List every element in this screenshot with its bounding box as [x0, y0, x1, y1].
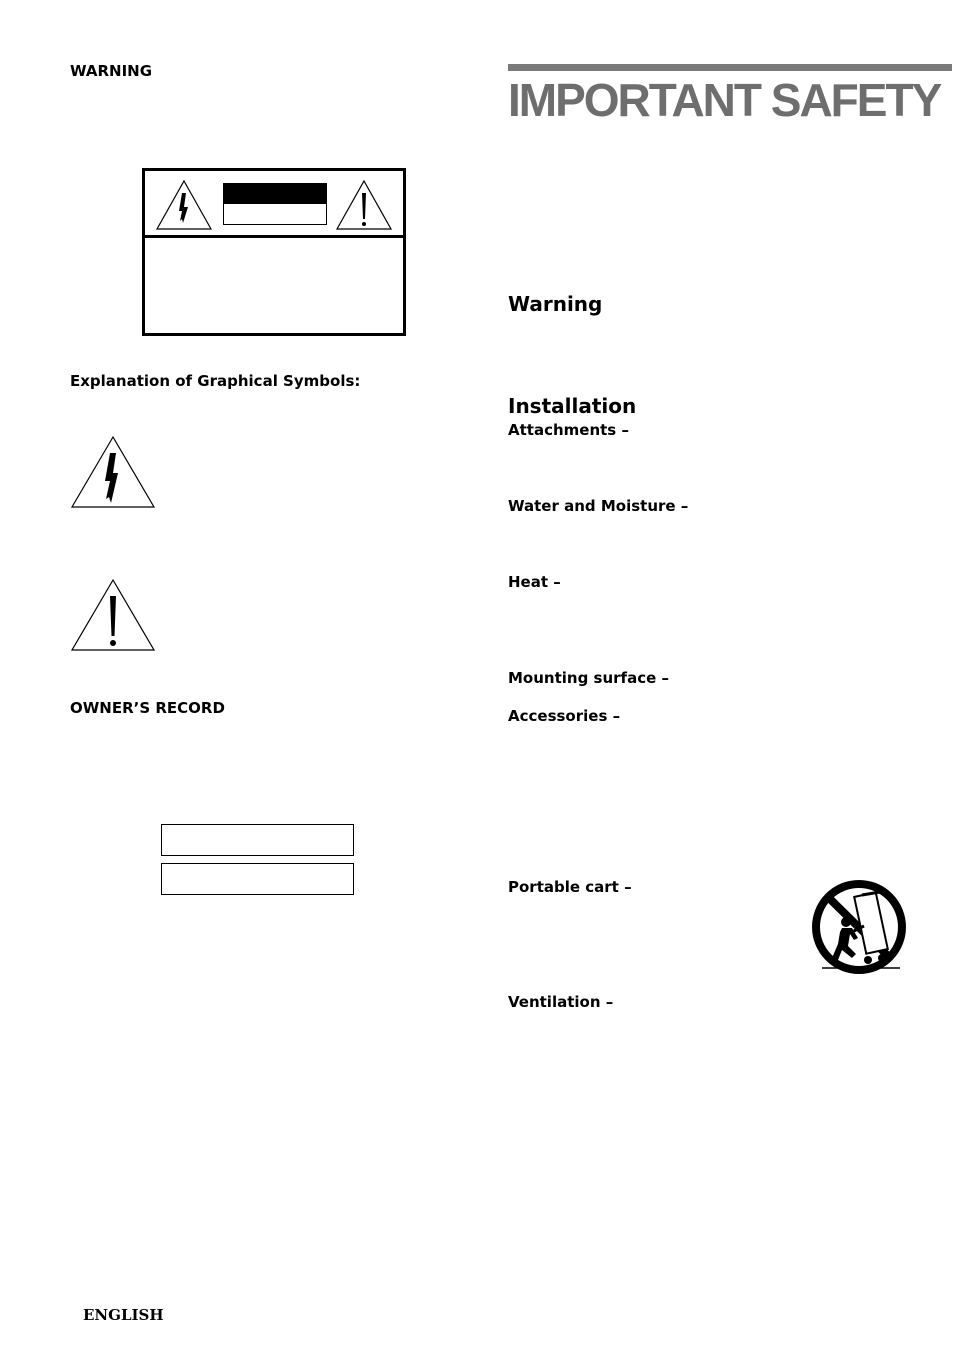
warning-section-heading: Warning — [508, 292, 603, 316]
caution-divider — [145, 235, 403, 238]
caution-label — [223, 183, 327, 225]
language-label: ENGLISH — [83, 1306, 164, 1324]
installation-heading: Installation — [508, 394, 637, 418]
serial-number-field[interactable] — [161, 863, 354, 895]
caution-box — [142, 168, 406, 336]
exclamation-symbol-icon — [70, 578, 156, 652]
page-title: IMPORTANT SAFETY — [508, 74, 941, 126]
portable-cart-heading: Portable cart – — [508, 878, 632, 896]
attachments-heading: Attachments – — [508, 421, 629, 439]
portable-cart-icon — [812, 880, 908, 974]
accessories-heading: Accessories – — [508, 707, 621, 725]
ventilation-heading: Ventilation – — [508, 993, 614, 1011]
warning-heading: WARNING — [70, 62, 153, 80]
title-rule — [508, 64, 952, 71]
exclamation-warning-icon — [335, 179, 393, 231]
water-moisture-heading: Water and Moisture – — [508, 497, 689, 515]
heat-heading: Heat – — [508, 573, 561, 591]
model-number-field[interactable] — [161, 824, 354, 856]
lightning-warning-icon — [155, 179, 213, 231]
owners-record-heading: OWNER’S RECORD — [70, 699, 225, 717]
symbols-heading: Explanation of Graphical Symbols: — [70, 372, 361, 390]
lightning-symbol-icon — [70, 435, 156, 509]
mounting-surface-heading: Mounting surface – — [508, 669, 669, 687]
